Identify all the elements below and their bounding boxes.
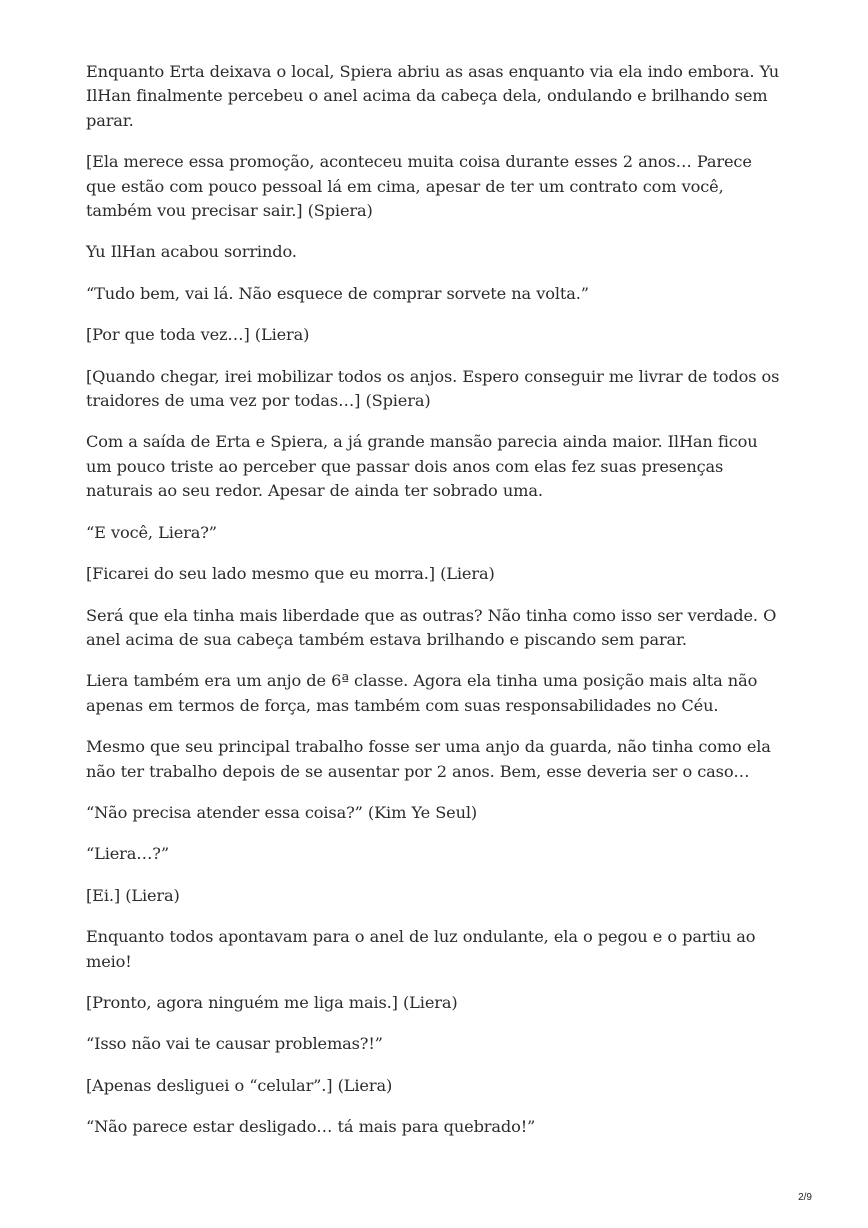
- paragraph: Enquanto todos apontavam para o anel de luz ondulante, ela o pegou e o partiu ao meio!: [86, 927, 756, 971]
- paragraph: “Não precisa atender essa coisa?” (Kim Ye Seul): [86, 802, 478, 822]
- document-body: [86, 60, 786, 1157]
- paragraph: [Pronto, agora ninguém me liga mais.] (Liera): [86, 992, 458, 1012]
- paragraph: [Por que toda vez…] (Liera): [86, 325, 310, 345]
- paragraph: Enquanto Erta deixava o local, Spiera abriu as asas enquanto via ela indo embora. Yu IlHan finalmente percebeu o anel acima da cabeça dela, ondulando e brilhando sem parar.: [86, 62, 780, 130]
- paragraph: [Ficarei do seu lado mesmo que eu morra.] (Liera): [86, 564, 495, 584]
- paragraph: [Quando chegar, irei mobilizar todos os anjos. Espero conseguir me livrar de todos os traidores de uma vez por todas…] (Spiera): [86, 366, 780, 411]
- paragraph: “E você, Liera?”: [86, 522, 217, 542]
- page-number: 2/9: [798, 1192, 812, 1203]
- paragraph: Com a saída de Erta e Spiera, a já grande mansão parecia ainda maior. IlHan ficou um pouco triste ao perceber que passar dois anos com elas fez suas presenças naturais ao seu redor. Apesar de ainda ter sobrado uma.: [86, 432, 758, 501]
- paragraph: [Apenas desliguei o “celular”.] (Liera): [86, 1075, 393, 1095]
- paragraph: “Liera…?”: [86, 844, 169, 864]
- paragraph: Mesmo que seu principal trabalho fosse ser uma anjo da guarda, não tinha como ela não ter trabalho depois de se ausentar por 2 anos. Bem, esse deveria ser o caso…: [86, 737, 771, 781]
- paragraph: Liera também era um anjo de 6ª classe. Agora ela tinha uma posição mais alta não apenas em termos de força, mas também com suas responsabilidades no Céu.: [86, 671, 758, 715]
- paragraph: Yu IlHan acabou sorrindo.: [86, 242, 297, 262]
- paragraph: Será que ela tinha mais liberdade que as outras? Não tinha como isso ser verdade. O anel acima de sua cabeça também estava brilhando e piscando sem parar.: [86, 605, 777, 649]
- paragraph: [Ei.] (Liera): [86, 885, 180, 905]
- paragraph: “Não parece estar desligado… tá mais para quebrado!”: [86, 1117, 536, 1137]
- paragraph: “Isso não vai te causar problemas?!”: [86, 1034, 383, 1054]
- paragraph: “Tudo bem, vai lá. Não esquece de comprar sorvete na volta.”: [86, 283, 589, 303]
- paragraph: [Ela merece essa promoção, aconteceu muita coisa durante esses 2 anos… Parece que estão com pouco pessoal lá em cima, apesar de ter um contrato com você, também vou precisar sair.] (Spiera): [86, 152, 752, 221]
